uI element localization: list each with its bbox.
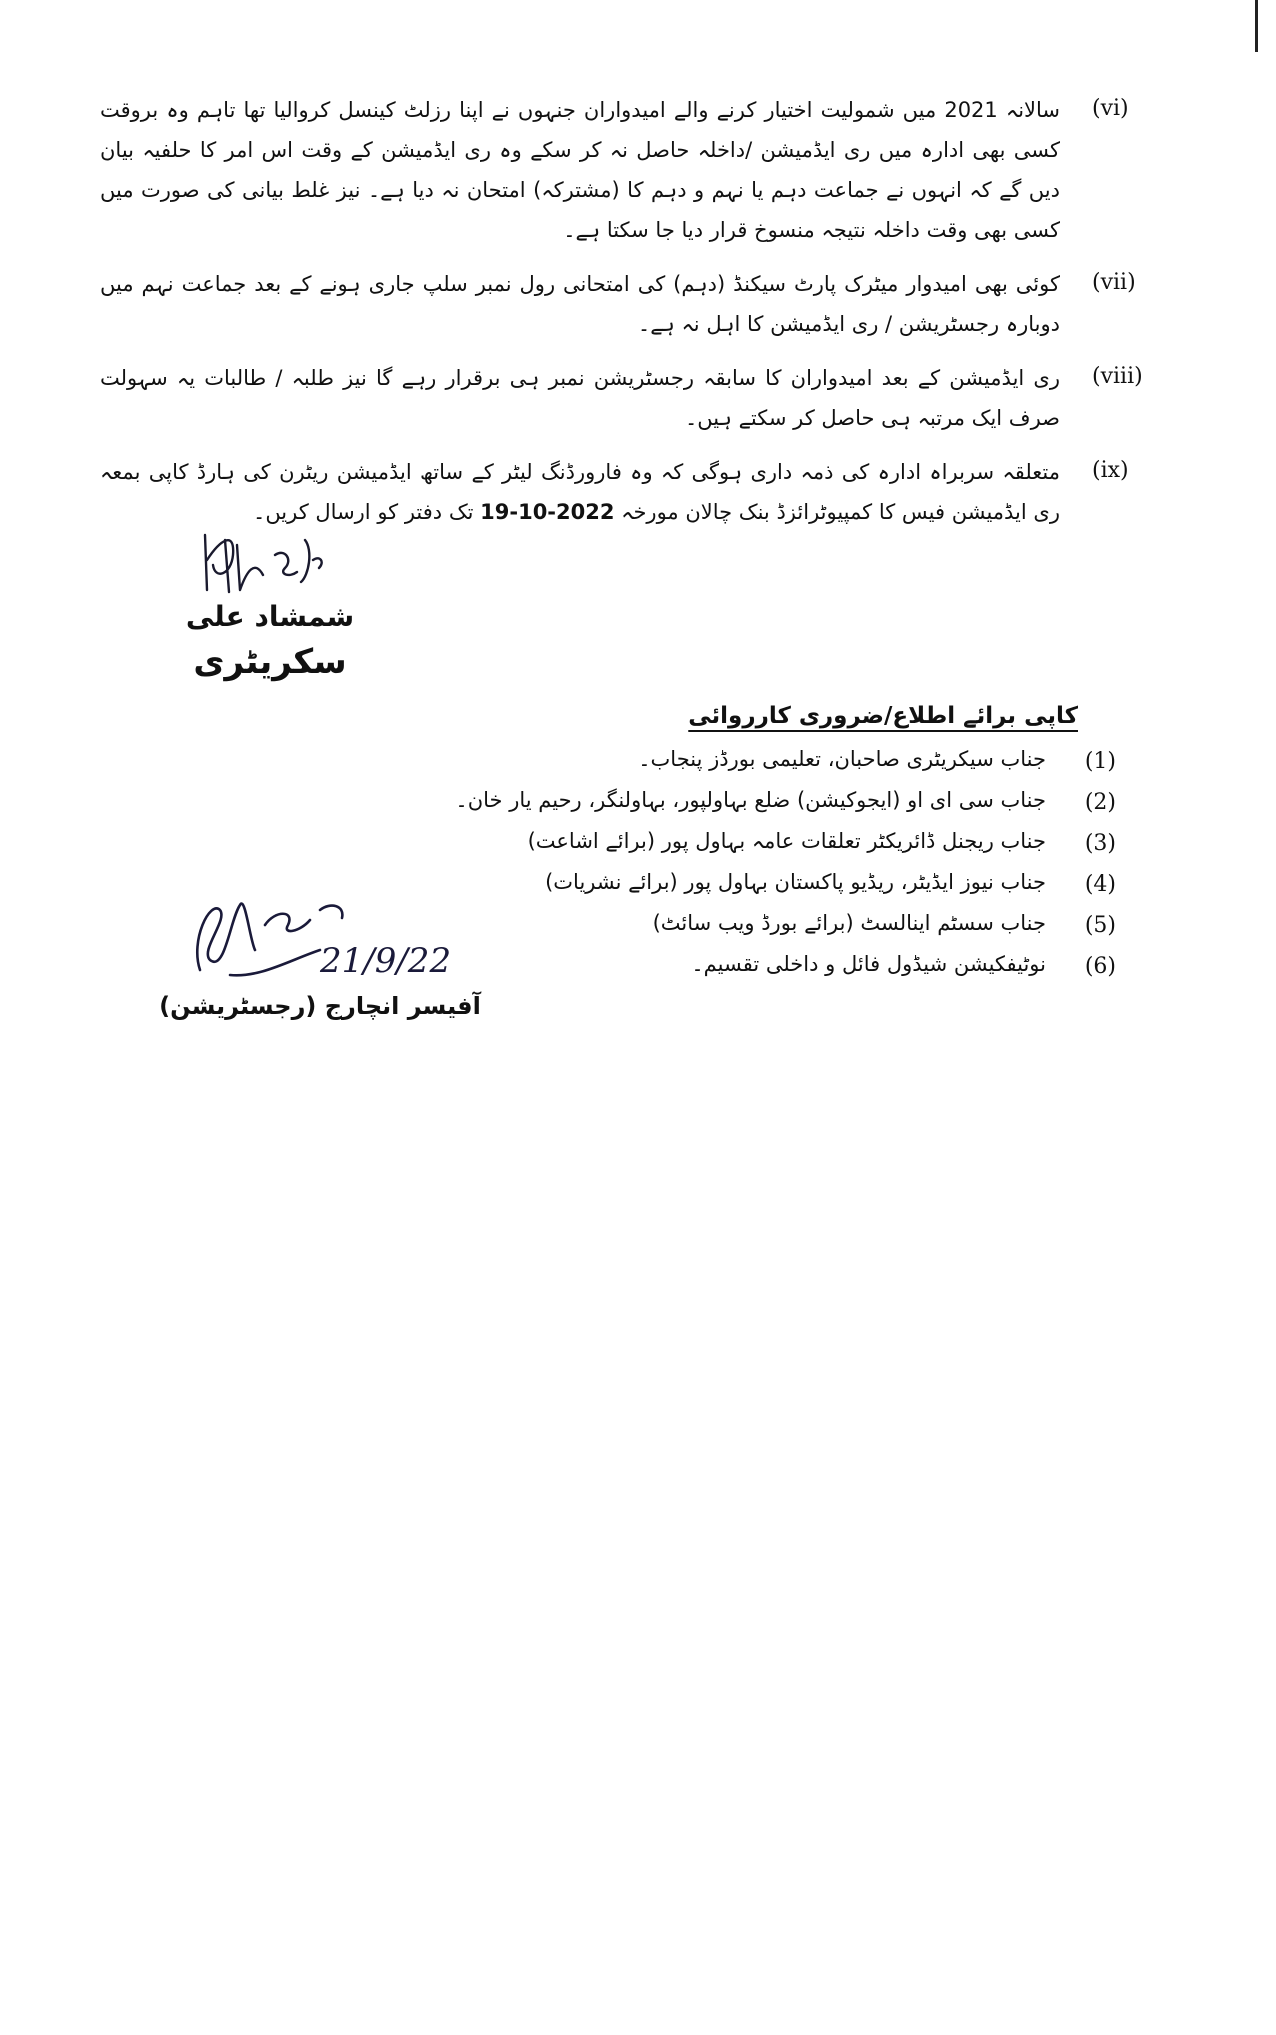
list-item — [416, 745, 1116, 786]
secretary-signature-scribble — [185, 520, 335, 610]
clause-text: سالانہ 2021 میں شمولیت اختیار کرنے والے امیدواران جنہوں نے اپنا رزلٹ کینسل کروالیا تھا تاہم وہ بروقت کسی بھی ادارہ میں ری ایڈمیشن /داخلہ حاصل نہ کر سکے وہ ری ایڈمیشن کے وقت اس امر کا حلفیہ بیان دیں گے کہ انہوں نے جماعت دہم یا نہم و دہم کا (مشترکہ) امتحان نہ دیا ہے۔ نیز غلط بیانی کی صورت میں کسی بھی وقت داخلہ نتیجہ منسوخ قرار دیا جا سکتا ہے۔ — [100, 98, 1061, 242]
officer-title: آفیسر انچارج (رجسٹریشن) — [159, 992, 481, 1020]
clause-number: (ix) — [1092, 458, 1129, 483]
deadline-date: 19-10-2022 — [480, 500, 615, 524]
list-item — [416, 868, 1116, 909]
clause-list — [100, 90, 1150, 546]
secretary-title: سکریٹری — [193, 642, 347, 682]
list-item-text: جناب ریجنل ڈائریکٹر تعلقات عامہ بہاول پور (برائے اشاعت) — [527, 829, 1046, 853]
list-item-text: جناب سسٹم اینالسٹ (برائے بورڈ ویب سائٹ) — [652, 911, 1046, 935]
officer-signature-date: 21/9/22 — [320, 941, 452, 981]
list-item — [416, 909, 1116, 950]
list-item-number: (5) — [1084, 913, 1116, 938]
list-item-text: نوٹیفکیشن شیڈول فائل و داخلی تقسیم۔ — [691, 952, 1046, 976]
clause-text-after: تک دفتر کو ارسال کریں۔ — [253, 500, 481, 524]
clause-viii — [100, 358, 1150, 438]
clause-text: کوئی بھی امیدوار میٹرک پارٹ سیکنڈ (دہم) کی امتحانی رول نمبر سلپ جاری ہونے کے بعد جماعت نہم میں دوبارہ رجسٹریشن / ری ایڈمیشن کا اہل نہ ہے۔ — [100, 272, 1060, 336]
copy-section-heading: کاپی برائے اطلاع/ضروری کارروائی — [688, 703, 1078, 729]
list-item — [416, 827, 1116, 868]
clause-vi — [100, 90, 1150, 250]
list-item-number: (3) — [1084, 831, 1116, 856]
clause-text: ری ایڈمیشن کے بعد امیدواران کا سابقہ رجسٹریشن نمبر ہی برقرار رہے گا نیز طلبہ / طالبات یہ سہولت صرف ایک مرتبہ ہی حاصل کر سکتے ہیں۔ — [100, 366, 1060, 430]
officer-signature-block — [140, 880, 500, 1030]
clause-number: (vi) — [1092, 96, 1129, 121]
list-item-number: (4) — [1084, 872, 1116, 897]
secretary-name: شمشاد علی — [185, 600, 355, 633]
list-item-number: (6) — [1084, 954, 1116, 979]
copy-distribution-list — [416, 745, 1116, 991]
list-item-text: جناب نیوز ایڈیٹر، ریڈیو پاکستان بہاول پور (برائے نشریات) — [545, 870, 1046, 894]
list-item-text: جناب سیکریٹری صاحبان، تعلیمی بورڈز پنجاب۔ — [638, 747, 1046, 771]
clause-text-before: متعلقہ سربراہ ادارہ کی ذمہ داری ہوگی کہ وہ فارورڈنگ لیٹر کے ساتھ ایڈمیشن ریٹرن کی ہارڈ کاپی بمعہ ری ایڈمیشن فیس کا کمپیوٹرائزڈ بنک چالان مورخہ — [100, 460, 1060, 524]
secretary-signature-block — [165, 520, 375, 695]
list-item-number: (2) — [1084, 790, 1116, 815]
list-item — [416, 786, 1116, 827]
clause-number: (vii) — [1092, 270, 1136, 295]
clause-vii — [100, 264, 1150, 344]
page-edge-mark — [1255, 0, 1258, 52]
list-item-number: (1) — [1084, 749, 1116, 774]
officer-signature-scribble — [170, 880, 452, 990]
clause-number: (viii) — [1092, 364, 1143, 389]
list-item-text: جناب سی ای او (ایجوکیشن) ضلع بہاولپور، بہاولنگر، رحیم یار خان۔ — [455, 788, 1046, 812]
list-item — [416, 950, 1116, 991]
